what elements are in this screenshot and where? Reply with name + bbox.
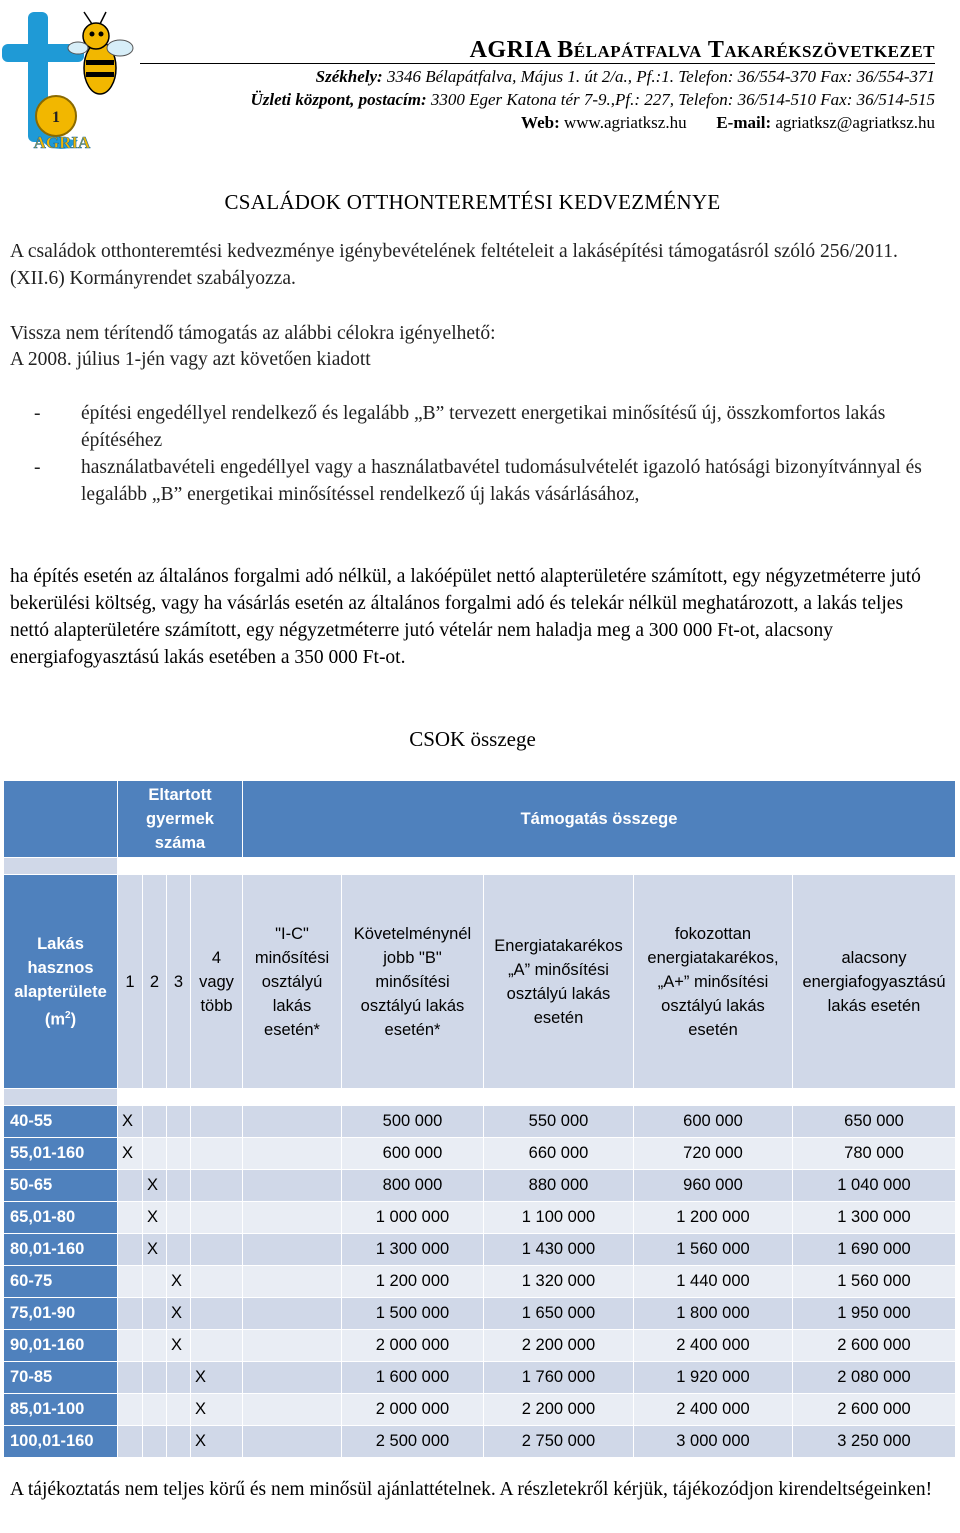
support-amount: 800 000	[342, 1170, 484, 1202]
table-row	[4, 1202, 956, 1234]
support-amount: 1 760 000	[484, 1362, 634, 1394]
support-amount: 1 000 000	[342, 1202, 484, 1234]
children-mark: X	[143, 1202, 167, 1234]
support-amount: 2 200 000	[484, 1394, 634, 1426]
table-title: CSOK összege	[409, 727, 536, 751]
support-amount: 600 000	[342, 1138, 484, 1170]
support-amount	[243, 1298, 342, 1330]
support-amount: 2 400 000	[634, 1330, 793, 1362]
document-title: CSALÁDOK OTTHONTEREMTÉSI KEDVEZMÉNYE	[224, 190, 721, 214]
row-area: 100,01-160	[4, 1426, 118, 1458]
children-mark	[118, 1266, 143, 1298]
support-amount: 650 000	[793, 1106, 956, 1138]
support-amount: 1 560 000	[793, 1266, 956, 1298]
support-amount: 1 040 000	[793, 1170, 956, 1202]
support-amount: 1 200 000	[634, 1202, 793, 1234]
table-row	[4, 1362, 956, 1394]
support-amount: 2 600 000	[793, 1330, 956, 1362]
bullet-text: használatbavételi engedéllyel vagy a használatbavétel tudomásulvételét igazoló hatósági bizonyítvánnyal és legalább „B” energetikai minősítéssel rendelkező új lakás vásárlásához,	[81, 457, 922, 505]
children-mark	[167, 1234, 191, 1266]
support-amount: 1 200 000	[342, 1266, 484, 1298]
support-amount	[243, 1266, 342, 1298]
children-mark	[118, 1394, 143, 1426]
web-link[interactable]: www.agriatksz.hu	[564, 113, 687, 132]
children-mark	[118, 1330, 143, 1362]
children-mark	[191, 1234, 243, 1266]
header-office-line	[140, 89, 935, 111]
header-spacer-blank	[243, 858, 956, 875]
support-col-a-plus: fokozottan energiatakarékos, „A+” minősítési osztályú lakás esetén	[634, 875, 793, 1089]
row-area: 75,01-90	[4, 1298, 118, 1330]
support-amount: 1 600 000	[342, 1362, 484, 1394]
row-area: 50-65	[4, 1170, 118, 1202]
table-row	[4, 1234, 956, 1266]
support-col-b: Követelménynél jobb "B" minősítési osztályú lakás esetén*	[342, 875, 484, 1089]
table-row	[4, 1266, 956, 1298]
children-mark	[118, 1170, 143, 1202]
children-mark	[143, 1330, 167, 1362]
csok-table	[3, 780, 956, 1458]
table-row	[4, 1330, 956, 1362]
children-mark	[143, 1394, 167, 1426]
support-amount: 660 000	[484, 1138, 634, 1170]
logo-text: AGRIA	[33, 133, 91, 152]
support-amount: 1 300 000	[342, 1234, 484, 1266]
table-row	[4, 1298, 956, 1330]
children-col-4: 4 vagy több	[191, 875, 243, 1089]
support-amount: 1 560 000	[634, 1234, 793, 1266]
header-seat-line	[140, 66, 935, 88]
email-label: E-mail:	[716, 113, 772, 132]
web-label: Web:	[521, 113, 560, 132]
children-mark	[118, 1234, 143, 1266]
children-col-2: 2	[143, 875, 167, 1089]
support-amount: 1 300 000	[793, 1202, 956, 1234]
children-mark	[191, 1138, 243, 1170]
children-mark: X	[118, 1138, 143, 1170]
children-mark	[167, 1202, 191, 1234]
condition-paragraph: ha építés esetén az általános forgalmi adó nélkül, a lakóépület nettó alapterületére számított, egy négyzetméterre jutó bekerülési költség, vagy ha vásárlás esetén az általános forgalmi adó és telekár nélkül meghatározott, a lakás teljes nettó alapterületére számított, egy négyzetméterre jutó vételár nem haladja meg a 300 000 Ft-ot, alacsony energiafogyasztású lakás esetében a 350 000 Ft-ot.	[10, 566, 921, 668]
agria-logo	[0, 8, 135, 158]
bullet-dash: -	[34, 457, 41, 478]
support-amount	[243, 1362, 342, 1394]
support-amount: 720 000	[634, 1138, 793, 1170]
children-mark	[118, 1202, 143, 1234]
support-amount: 2 080 000	[793, 1362, 956, 1394]
support-amount	[243, 1330, 342, 1362]
table-row	[4, 1138, 956, 1170]
header-children: Eltartott gyermek száma	[118, 781, 243, 858]
support-amount: 880 000	[484, 1170, 634, 1202]
row-area: 85,01-100	[4, 1394, 118, 1426]
support-amount	[243, 1394, 342, 1426]
table-row	[4, 1170, 956, 1202]
purpose-line-1: Vissza nem térítendő támogatás az alábbi célokra igényelhető:	[10, 323, 496, 344]
children-mark	[118, 1362, 143, 1394]
support-amount: 2 200 000	[484, 1330, 634, 1362]
support-amount: 500 000	[342, 1106, 484, 1138]
children-mark	[191, 1298, 243, 1330]
support-amount: 2 600 000	[793, 1394, 956, 1426]
children-mark	[118, 1298, 143, 1330]
table-row	[4, 1426, 956, 1458]
support-amount: 600 000	[634, 1106, 793, 1138]
header-spacer-blank	[118, 1089, 956, 1106]
children-mark: X	[118, 1106, 143, 1138]
children-mark: X	[143, 1170, 167, 1202]
children-mark	[167, 1138, 191, 1170]
children-col-1: 1	[118, 875, 143, 1089]
row-area: 40-55	[4, 1106, 118, 1138]
support-amount: 2 750 000	[484, 1426, 634, 1458]
children-mark	[191, 1170, 243, 1202]
table-body	[4, 1106, 956, 1458]
children-mark	[143, 1426, 167, 1458]
children-mark: X	[143, 1234, 167, 1266]
header-area-sup: 2	[65, 1009, 71, 1021]
row-area: 70-85	[4, 1362, 118, 1394]
support-amount	[243, 1138, 342, 1170]
seat-label: Székhely:	[315, 67, 383, 86]
table-row	[4, 1106, 956, 1138]
support-amount: 1 650 000	[484, 1298, 634, 1330]
support-amount: 1 440 000	[634, 1266, 793, 1298]
children-col-3: 3	[167, 875, 191, 1089]
support-amount: 1 920 000	[634, 1362, 793, 1394]
intro-paragraph: A családok otthonteremtési kedvezménye igénybevételének feltételeit a lakásépítési támogatásról szóló 256/2011. (XII.6) Kormányrendet szabályozza.	[10, 241, 898, 289]
support-amount: 550 000	[484, 1106, 634, 1138]
support-amount: 960 000	[634, 1170, 793, 1202]
email-link[interactable]: agriatksz@agriatksz.hu	[775, 113, 935, 132]
header-area	[4, 875, 118, 1089]
seat-value: 3346 Bélapátfalva, Május 1. út 2/a., Pf.:1. Telefon: 36/554-370 Fax: 36/554-371	[386, 67, 935, 86]
row-area: 65,01-80	[4, 1202, 118, 1234]
children-mark	[191, 1202, 243, 1234]
header-spacer	[4, 1089, 118, 1106]
children-mark	[191, 1330, 243, 1362]
header-support: Támogatás összege	[243, 781, 956, 858]
support-amount: 2 000 000	[342, 1394, 484, 1426]
header-spacer-blank	[118, 858, 243, 875]
support-col-a: Energiatakarékos „A” minősítési osztályú lakás esetén	[484, 875, 634, 1089]
support-amount	[243, 1234, 342, 1266]
header-empty	[4, 781, 118, 858]
header-spacer	[4, 858, 118, 875]
children-mark	[167, 1106, 191, 1138]
children-mark	[167, 1426, 191, 1458]
footer-note: A tájékoztatás nem teljes körű és nem minősül ajánlattételnek. A részletekről kérjük, tájékozódjon kirendeltségeinken!	[10, 1479, 933, 1500]
header-web-line	[140, 112, 935, 134]
children-mark	[167, 1362, 191, 1394]
support-amount: 1 320 000	[484, 1266, 634, 1298]
children-mark	[143, 1362, 167, 1394]
support-amount: 1 430 000	[484, 1234, 634, 1266]
office-label: Üzleti központ, postacím:	[250, 90, 427, 109]
support-amount: 2 500 000	[342, 1426, 484, 1458]
logo-badge: 1	[52, 109, 60, 126]
support-col-low-energy: alacsony energiafogyasztású lakás esetén	[793, 875, 956, 1089]
org-name: AGRIA Bélapátfalva Takarékszövetkezet	[140, 38, 935, 64]
children-mark: X	[167, 1298, 191, 1330]
children-mark: X	[191, 1394, 243, 1426]
children-mark: X	[167, 1330, 191, 1362]
children-mark	[143, 1106, 167, 1138]
header-area-close: )	[70, 1010, 77, 1029]
table-row	[4, 1394, 956, 1426]
support-amount: 1 500 000	[342, 1298, 484, 1330]
support-amount	[243, 1202, 342, 1234]
support-amount: 2 400 000	[634, 1394, 793, 1426]
support-amount: 780 000	[793, 1138, 956, 1170]
support-amount	[243, 1106, 342, 1138]
office-value: 3300 Eger Katona tér 7-9.,Pf.: 227, Telefon: 36/514-510 Fax: 36/514-515	[430, 90, 935, 109]
header-area-label: Lakás hasznos alapterülete	[14, 934, 107, 1001]
support-amount: 1 100 000	[484, 1202, 634, 1234]
children-mark: X	[191, 1362, 243, 1394]
header-area-unit: (m	[44, 1010, 66, 1029]
support-amount	[243, 1426, 342, 1458]
support-amount: 1 800 000	[634, 1298, 793, 1330]
bullet-dash: -	[34, 403, 41, 424]
children-mark	[143, 1138, 167, 1170]
row-area: 80,01-160	[4, 1234, 118, 1266]
children-mark	[143, 1298, 167, 1330]
row-area: 90,01-160	[4, 1330, 118, 1362]
support-amount: 1 950 000	[793, 1298, 956, 1330]
children-mark: X	[167, 1266, 191, 1298]
support-amount: 2 000 000	[342, 1330, 484, 1362]
children-mark	[191, 1106, 243, 1138]
support-amount: 1 690 000	[793, 1234, 956, 1266]
children-mark	[118, 1426, 143, 1458]
support-amount: 3 250 000	[793, 1426, 956, 1458]
row-area: 55,01-160	[4, 1138, 118, 1170]
children-mark	[167, 1394, 191, 1426]
support-amount	[243, 1170, 342, 1202]
support-amount: 3 000 000	[634, 1426, 793, 1458]
children-mark: X	[191, 1426, 243, 1458]
children-mark	[191, 1266, 243, 1298]
purpose-line-2: A 2008. július 1-jén vagy azt követően kiadott	[10, 349, 371, 370]
children-mark	[143, 1266, 167, 1298]
row-area: 60-75	[4, 1266, 118, 1298]
support-col-ic: "I-C" minősítési osztályú lakás esetén*	[243, 875, 342, 1089]
children-mark	[167, 1170, 191, 1202]
bullet-text: építési engedéllyel rendelkező és legalább „B” tervezett energetikai minősítésű új, összkomfortos lakás építéséhez	[81, 403, 886, 451]
